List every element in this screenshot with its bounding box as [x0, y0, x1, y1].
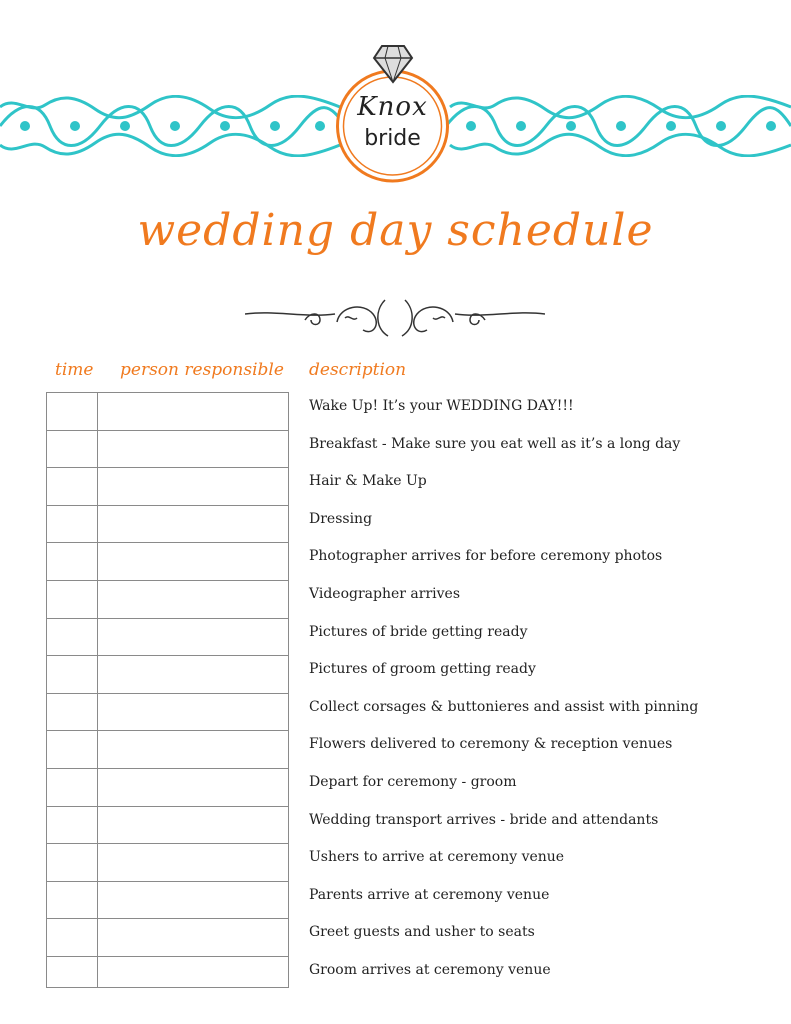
page-title: wedding day schedule [137, 205, 654, 256]
schedule-item-description: Groom arrives at ceremony venue [309, 962, 551, 978]
schedule-item-description: Ushers to arrive at ceremony venue [309, 849, 565, 866]
logo-text-bride: bride [364, 126, 421, 151]
column-header-time: time [55, 360, 94, 380]
schedule-item-description: Parents arrive at ceremony venue [309, 886, 550, 903]
schedule-item-description: Videographer arrives [309, 586, 461, 602]
grid-row-line [47, 956, 288, 957]
schedule-item-description: Flowers delivered to ceremony & reception venues [309, 736, 673, 753]
schedule-fill-in-grid [46, 392, 289, 988]
grid-row-line [47, 768, 288, 769]
grid-row-line [47, 881, 288, 882]
grid-row-line [47, 843, 288, 844]
grid-row-line [47, 580, 288, 581]
schedule-item-description: Pictures of bride getting ready [309, 623, 528, 640]
column-header-person-responsible: person responsible [120, 360, 284, 380]
grid-row-line [47, 655, 288, 656]
schedule-item-description: Collect corsages & buttonieres and assist with pinning [309, 698, 699, 715]
grid-column-divider [97, 393, 98, 987]
schedule-item-description: Greet guests and usher to seats [309, 924, 535, 941]
grid-row-line [47, 730, 288, 731]
schedule-item-description: Wake Up! It’s your WEDDING DAY!!! [309, 398, 574, 414]
logo-text-knox: Knox [357, 92, 428, 122]
schedule-item-description: Pictures of groom getting ready [309, 661, 536, 678]
schedule-item-description: Wedding transport arrives - bride and attendants [309, 811, 659, 828]
schedule-item-description: Hair & Make Up [309, 473, 427, 490]
grid-row-line [47, 430, 288, 431]
schedule-item-description: Photographer arrives for before ceremony photos [309, 548, 663, 565]
schedule-item-description: Dressing [309, 510, 373, 527]
schedule-item-description: Breakfast - Make sure you eat well as it’s a long day [309, 435, 681, 452]
knox-bride-logo [330, 40, 455, 185]
grid-row-line [47, 693, 288, 694]
grid-row-line [47, 467, 288, 468]
grid-row-line [47, 806, 288, 807]
schedule-item-description: Depart for ceremony - groom [309, 774, 517, 790]
grid-row-line [47, 505, 288, 506]
column-header-description: description [309, 360, 407, 380]
grid-row-line [47, 542, 288, 543]
grid-row-line [47, 918, 288, 919]
grid-row-line [47, 618, 288, 619]
flourish-divider [245, 292, 545, 342]
